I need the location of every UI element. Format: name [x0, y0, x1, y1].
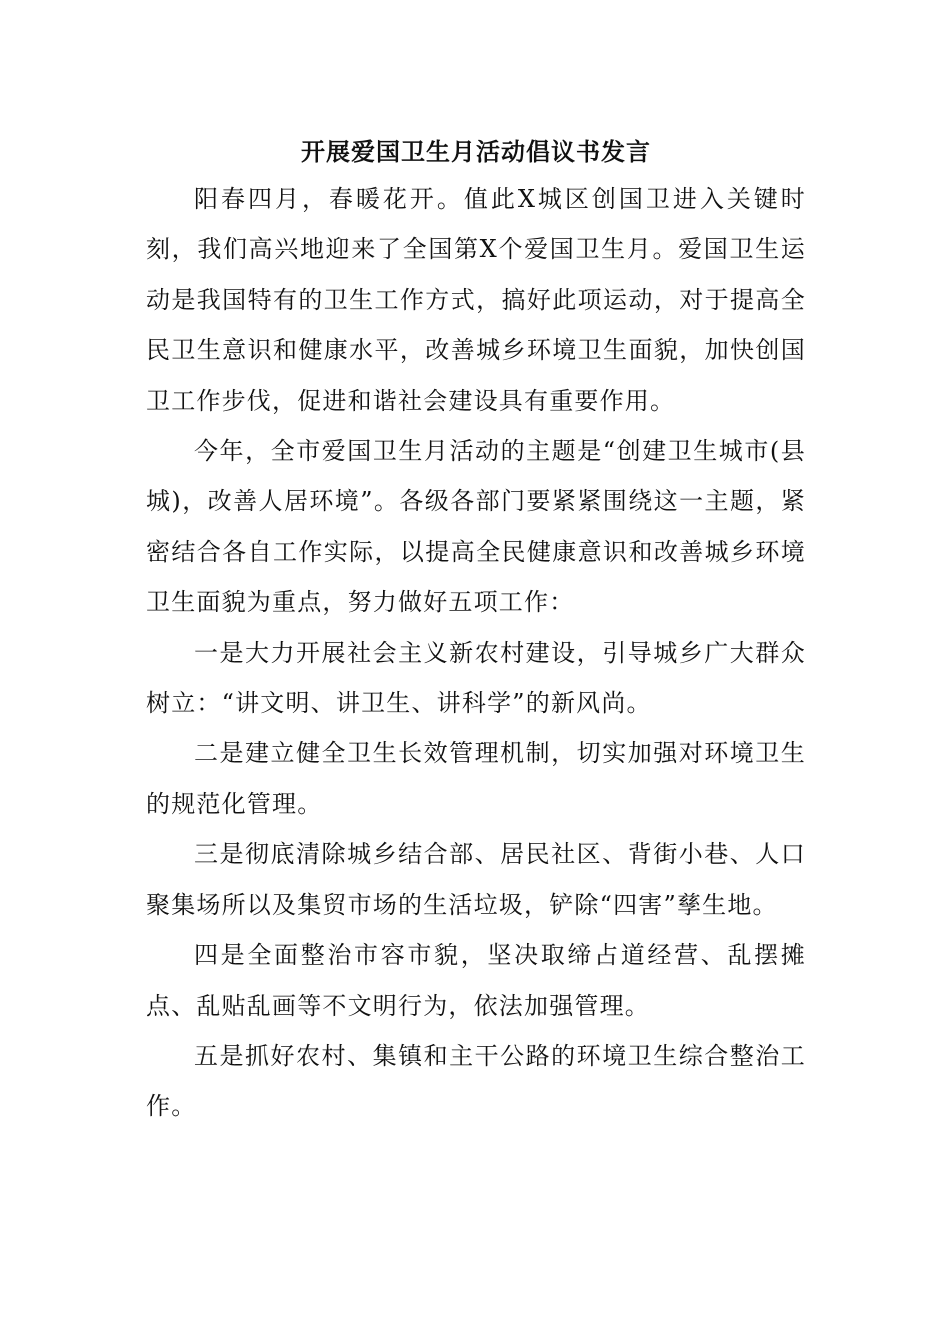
paragraph-2: 今年，全市爱国卫生月活动的主题是“创建卫生城市(县城)，改善人居环境”。各级各部门要紧紧围绕这一主题，紧密结合各自工作实际，以提高全民健康意识和改善城乡环境卫生面貌为重点，努力做好五项工作： [146, 437, 806, 617]
paragraph-1: 阳春四月，春暖花开。值此X城区创国卫进入关键时刻，我们高兴地迎来了全国第X个爱国卫生月。爱国卫生运动是我国特有的卫生工作方式，搞好此项运动，对于提高全民卫生意识和健康水平，改善城乡环境卫生面貌，加快创国卫工作步伐，促进和谐社会建设具有重要作用。 [146, 185, 806, 415]
paragraph-4: 二是建立健全卫生长效管理机制，切实加强对环境卫生的规范化管理。 [146, 739, 806, 818]
document-page [146, 132, 806, 1132]
paragraph-5: 三是彻底清除城乡结合部、居民社区、背街小巷、人口聚集场所以及集贸市场的生活垃圾，铲除“四害”孳生地。 [146, 840, 806, 919]
paragraph-7: 五是抓好农村、集镇和主干公路的环境卫生综合整治工作。 [146, 1041, 806, 1121]
paragraph-3: 一是大力开展社会主义新农村建设，引导城乡广大群众树立：“讲文明、讲卫生、讲科学”的新风尚。 [146, 638, 806, 718]
document-title: 开展爱国卫生月活动倡议书发言 [301, 137, 651, 166]
paragraph-6: 四是全面整治市容市貌，坚决取缔占道经营、乱摆摊点、乱贴乱画等不文明行为，依法加强管理。 [146, 941, 806, 1020]
